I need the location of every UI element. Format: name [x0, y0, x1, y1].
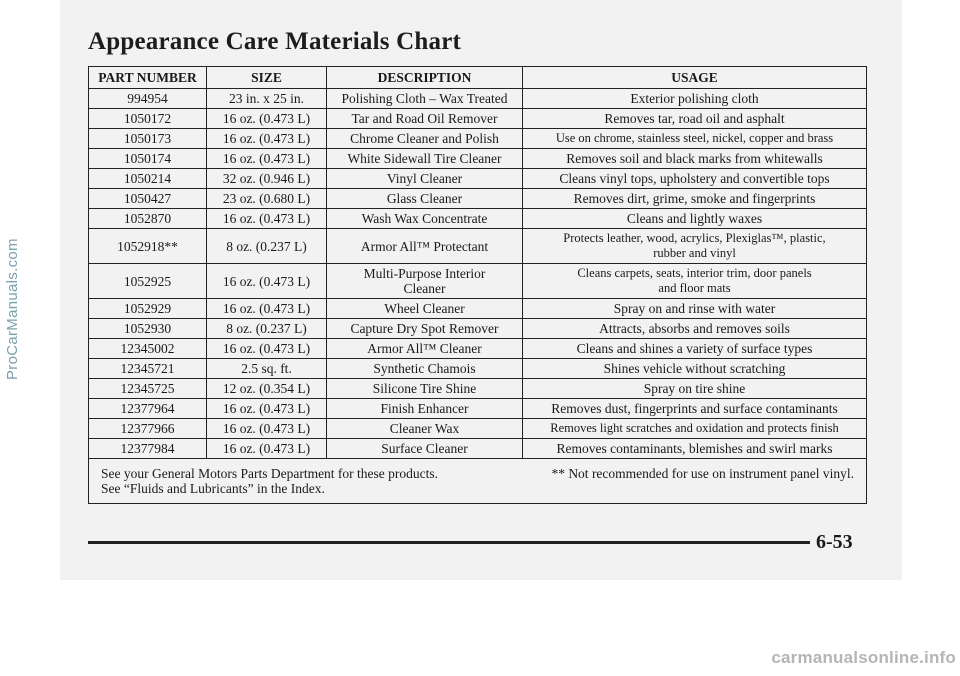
cell-description: Tar and Road Oil Remover	[327, 109, 523, 129]
cell-usage: Attracts, absorbs and removes soils	[523, 319, 867, 339]
cell-description: Cleaner Wax	[327, 419, 523, 439]
footer-index-note: See “Fluids and Lubricants” in the Index.	[101, 481, 325, 496]
table-row	[89, 299, 867, 319]
cell-part-number: 1050427	[89, 189, 207, 209]
materials-chart-table	[88, 66, 867, 504]
cell-part-number: 12345002	[89, 339, 207, 359]
cell-size: 16 oz. (0.473 L)	[207, 439, 327, 459]
cell-usage: Removes dirt, grime, smoke and fingerprints	[523, 189, 867, 209]
footer-vinyl-note: ** Not recommended for use on instrument panel vinyl.	[551, 466, 854, 481]
cell-usage: Shines vehicle without scratching	[523, 359, 867, 379]
cell-size: 12 oz. (0.354 L)	[207, 379, 327, 399]
cell-part-number: 1052929	[89, 299, 207, 319]
cell-part-number: 1050214	[89, 169, 207, 189]
table-footer	[89, 459, 867, 504]
bottom-watermark: carmanualsonline.info	[771, 648, 956, 667]
cell-usage: Cleans carpets, seats, interior trim, door panels and floor mats	[523, 264, 867, 299]
cell-part-number: 12377966	[89, 419, 207, 439]
cell-usage: Spray on tire shine	[523, 379, 867, 399]
table-row	[89, 109, 867, 129]
cell-usage: Removes tar, road oil and asphalt	[523, 109, 867, 129]
table-row	[89, 419, 867, 439]
cell-part-number: 1052930	[89, 319, 207, 339]
table-footer-row	[89, 459, 867, 504]
cell-description: Wash Wax Concentrate	[327, 209, 523, 229]
cell-size: 2.5 sq. ft.	[207, 359, 327, 379]
cell-size: 16 oz. (0.473 L)	[207, 419, 327, 439]
cell-size: 23 oz. (0.680 L)	[207, 189, 327, 209]
cell-description: Polishing Cloth – Wax Treated	[327, 89, 523, 109]
cell-description: White Sidewall Tire Cleaner	[327, 149, 523, 169]
cell-size: 16 oz. (0.473 L)	[207, 339, 327, 359]
cell-size: 16 oz. (0.473 L)	[207, 129, 327, 149]
cell-size: 16 oz. (0.473 L)	[207, 149, 327, 169]
footer-parts-note: See your General Motors Parts Department for these products.	[101, 466, 439, 481]
cell-size: 16 oz. (0.473 L)	[207, 299, 327, 319]
cell-description: Finish Enhancer	[327, 399, 523, 419]
cell-description: Multi-Purpose Interior Cleaner	[327, 264, 523, 299]
table-row	[89, 359, 867, 379]
header-usage: USAGE	[523, 67, 867, 89]
table-row	[89, 399, 867, 419]
cell-part-number: 994954	[89, 89, 207, 109]
cell-size: 32 oz. (0.946 L)	[207, 169, 327, 189]
cell-usage: Protects leather, wood, acrylics, Plexiglas™, plastic, rubber and vinyl	[523, 229, 867, 264]
table-row	[89, 379, 867, 399]
cell-size: 8 oz. (0.237 L)	[207, 319, 327, 339]
cell-description: Wheel Cleaner	[327, 299, 523, 319]
cell-usage: Use on chrome, stainless steel, nickel, copper and brass	[523, 129, 867, 149]
cell-part-number: 1050174	[89, 149, 207, 169]
cell-part-number: 1052925	[89, 264, 207, 299]
cell-usage: Removes soil and black marks from whitewalls	[523, 149, 867, 169]
cell-size: 23 in. x 25 in.	[207, 89, 327, 109]
cell-description: Surface Cleaner	[327, 439, 523, 459]
cell-part-number: 1050172	[89, 109, 207, 129]
cell-description: Armor All™ Cleaner	[327, 339, 523, 359]
cell-description: Capture Dry Spot Remover	[327, 319, 523, 339]
header-description: DESCRIPTION	[327, 67, 523, 89]
header-part-number: PART NUMBER	[89, 67, 207, 89]
cell-description: Synthetic Chamois	[327, 359, 523, 379]
page-number: 6-53	[816, 531, 853, 553]
table-row	[89, 439, 867, 459]
cell-usage: Cleans vinyl tops, upholstery and convertible tops	[523, 169, 867, 189]
cell-usage: Removes light scratches and oxidation and protects finish	[523, 419, 867, 439]
cell-description: Glass Cleaner	[327, 189, 523, 209]
cell-description: Chrome Cleaner and Polish	[327, 129, 523, 149]
cell-description: Silicone Tire Shine	[327, 379, 523, 399]
table-row	[89, 189, 867, 209]
cell-part-number: 12377964	[89, 399, 207, 419]
cell-usage: Removes dust, fingerprints and surface contaminants	[523, 399, 867, 419]
cell-part-number: 12345721	[89, 359, 207, 379]
cell-part-number: 12377984	[89, 439, 207, 459]
cell-description: Vinyl Cleaner	[327, 169, 523, 189]
cell-usage: Cleans and lightly waxes	[523, 209, 867, 229]
cell-usage: Exterior polishing cloth	[523, 89, 867, 109]
cell-part-number: 1052918**	[89, 229, 207, 264]
table-row	[89, 149, 867, 169]
cell-usage: Removes contaminants, blemishes and swirl marks	[523, 439, 867, 459]
table-row	[89, 229, 867, 264]
cell-size: 16 oz. (0.473 L)	[207, 209, 327, 229]
cell-usage: Spray on and rinse with water	[523, 299, 867, 319]
table-row	[89, 129, 867, 149]
page-divider	[88, 541, 810, 544]
cell-part-number: 1052870	[89, 209, 207, 229]
table-body	[89, 89, 867, 459]
side-watermark: ProCarManuals.com	[4, 238, 21, 380]
cell-part-number: 1050173	[89, 129, 207, 149]
cell-size: 16 oz. (0.473 L)	[207, 399, 327, 419]
cell-size: 8 oz. (0.237 L)	[207, 229, 327, 264]
table-row	[89, 169, 867, 189]
table-row	[89, 89, 867, 109]
cell-size: 16 oz. (0.473 L)	[207, 264, 327, 299]
table-header-row	[89, 67, 867, 89]
table-row	[89, 264, 867, 299]
table-row	[89, 209, 867, 229]
table-row	[89, 339, 867, 359]
cell-part-number: 12345725	[89, 379, 207, 399]
header-size: SIZE	[207, 67, 327, 89]
cell-size: 16 oz. (0.473 L)	[207, 109, 327, 129]
table-row	[89, 319, 867, 339]
cell-description: Armor All™ Protectant	[327, 229, 523, 264]
cell-usage: Cleans and shines a variety of surface types	[523, 339, 867, 359]
page-title: Appearance Care Materials Chart	[88, 28, 462, 55]
